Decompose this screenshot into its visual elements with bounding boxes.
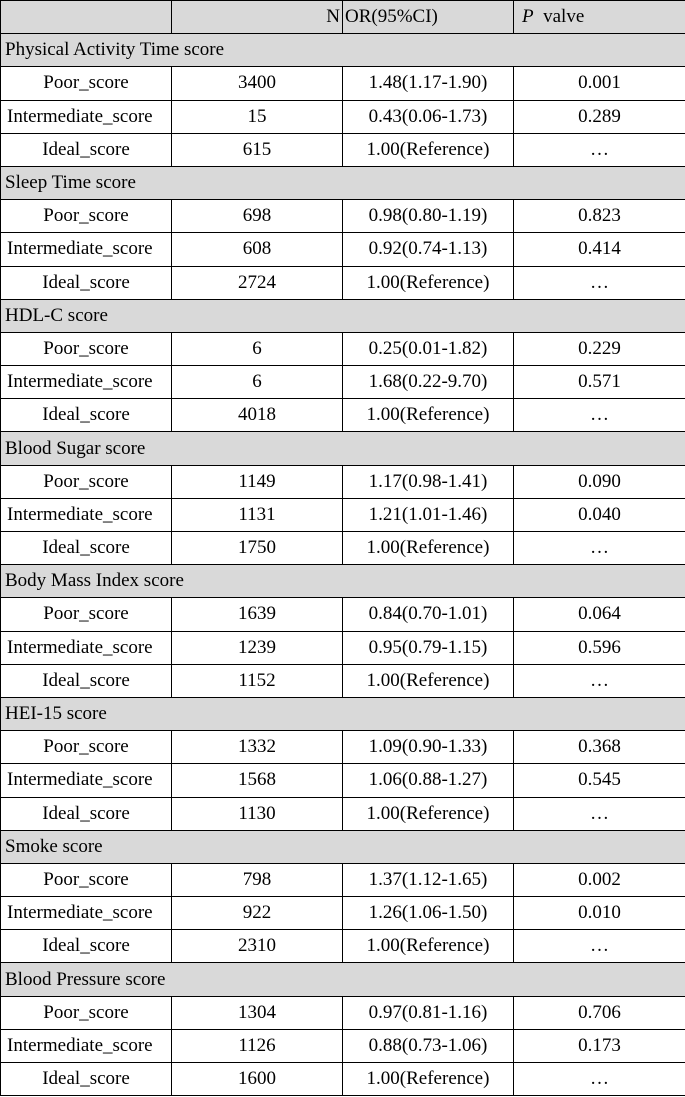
row-n: 1131	[172, 498, 343, 531]
section-header-row	[1, 963, 685, 996]
table-row	[1, 797, 685, 830]
row-or-ci: 1.00(Reference)	[343, 133, 514, 166]
row-n: 698	[172, 200, 343, 233]
row-label: Ideal_score	[1, 266, 172, 299]
row-p-value: 0.229	[514, 332, 685, 365]
row-or-ci: 1.06(0.88-1.27)	[343, 764, 514, 797]
section-header-row	[1, 565, 685, 598]
row-label: Intermediate_score	[1, 764, 172, 797]
header-n: N	[172, 1, 343, 34]
row-label: Intermediate_score	[1, 100, 172, 133]
section-title: Smoke score	[1, 830, 685, 863]
table-row	[1, 133, 685, 166]
table-row	[1, 664, 685, 697]
row-n: 1600	[172, 1063, 343, 1096]
header-label-cell	[1, 1, 172, 34]
row-n: 922	[172, 897, 343, 930]
row-p-value: 0.414	[514, 233, 685, 266]
row-or-ci: 1.00(Reference)	[343, 266, 514, 299]
row-label: Poor_score	[1, 996, 172, 1029]
section-header-row	[1, 830, 685, 863]
row-n: 1568	[172, 764, 343, 797]
row-n: 15	[172, 100, 343, 133]
row-or-ci: 0.92(0.74-1.13)	[343, 233, 514, 266]
table-row	[1, 1029, 685, 1062]
table-row	[1, 332, 685, 365]
table-row	[1, 996, 685, 1029]
row-label: Ideal_score	[1, 1063, 172, 1096]
row-n: 2310	[172, 930, 343, 963]
row-n: 615	[172, 133, 343, 166]
row-n: 2724	[172, 266, 343, 299]
row-p-value: 0.173	[514, 1029, 685, 1062]
row-label: Ideal_score	[1, 797, 172, 830]
table-row	[1, 498, 685, 531]
table-row	[1, 532, 685, 565]
row-label: Intermediate_score	[1, 498, 172, 531]
section-title: HDL-C score	[1, 299, 685, 332]
row-label: Poor_score	[1, 465, 172, 498]
row-label: Ideal_score	[1, 532, 172, 565]
row-label: Intermediate_score	[1, 897, 172, 930]
row-n: 1639	[172, 598, 343, 631]
row-p-value: 0.596	[514, 631, 685, 664]
row-or-ci: 1.68(0.22-9.70)	[343, 366, 514, 399]
row-label: Ideal_score	[1, 133, 172, 166]
row-n: 1239	[172, 631, 343, 664]
table-row	[1, 1063, 685, 1096]
section-header-row	[1, 432, 685, 465]
row-n: 1130	[172, 797, 343, 830]
row-label: Intermediate_score	[1, 233, 172, 266]
row-p-value: 0.545	[514, 764, 685, 797]
row-n: 1152	[172, 664, 343, 697]
row-p-value: 0.090	[514, 465, 685, 498]
table-row	[1, 200, 685, 233]
row-or-ci: 1.00(Reference)	[343, 797, 514, 830]
row-label: Poor_score	[1, 598, 172, 631]
section-header-row	[1, 299, 685, 332]
header-row	[1, 1, 685, 34]
row-n: 6	[172, 366, 343, 399]
row-label: Poor_score	[1, 731, 172, 764]
section-title: HEI-15 score	[1, 697, 685, 730]
row-or-ci: 0.97(0.81-1.16)	[343, 996, 514, 1029]
header-p-value	[514, 1, 685, 34]
row-or-ci: 1.17(0.98-1.41)	[343, 465, 514, 498]
row-or-ci: 1.09(0.90-1.33)	[343, 731, 514, 764]
row-n: 1304	[172, 996, 343, 1029]
section-header-row	[1, 166, 685, 199]
row-or-ci: 1.48(1.17-1.90)	[343, 67, 514, 100]
row-p-value: …	[514, 797, 685, 830]
section-title: Physical Activity Time score	[1, 34, 685, 67]
row-p-value: 0.002	[514, 863, 685, 896]
row-n: 798	[172, 863, 343, 896]
row-or-ci: 0.84(0.70-1.01)	[343, 598, 514, 631]
table-row	[1, 100, 685, 133]
table-row	[1, 930, 685, 963]
row-or-ci: 1.00(Reference)	[343, 532, 514, 565]
row-p-value: …	[514, 930, 685, 963]
row-p-value: 0.040	[514, 498, 685, 531]
row-p-value: 0.706	[514, 996, 685, 1029]
section-header-row	[1, 697, 685, 730]
table-row	[1, 764, 685, 797]
section-title: Blood Pressure score	[1, 963, 685, 996]
row-p-value: 0.368	[514, 731, 685, 764]
table-row	[1, 366, 685, 399]
header-or-ci: OR(95%CI)	[343, 1, 514, 34]
row-p-value: …	[514, 266, 685, 299]
row-label: Ideal_score	[1, 664, 172, 697]
row-label: Poor_score	[1, 332, 172, 365]
row-label: Ideal_score	[1, 399, 172, 432]
row-or-ci: 1.00(Reference)	[343, 399, 514, 432]
table-row	[1, 233, 685, 266]
table-row	[1, 67, 685, 100]
row-n: 608	[172, 233, 343, 266]
row-n: 1750	[172, 532, 343, 565]
table-row	[1, 731, 685, 764]
row-p-value: 0.289	[514, 100, 685, 133]
row-or-ci: 0.43(0.06-1.73)	[343, 100, 514, 133]
table-row	[1, 631, 685, 664]
row-or-ci: 0.25(0.01-1.82)	[343, 332, 514, 365]
table-row	[1, 266, 685, 299]
row-p-value: …	[514, 399, 685, 432]
table-row	[1, 465, 685, 498]
section-header-row	[1, 34, 685, 67]
table-row	[1, 598, 685, 631]
row-p-value: 0.001	[514, 67, 685, 100]
row-n: 1149	[172, 465, 343, 498]
section-title: Sleep Time score	[1, 166, 685, 199]
row-n: 4018	[172, 399, 343, 432]
row-or-ci: 1.00(Reference)	[343, 1063, 514, 1096]
row-p-value: …	[514, 133, 685, 166]
row-p-value: …	[514, 532, 685, 565]
row-or-ci: 0.88(0.73-1.06)	[343, 1029, 514, 1062]
row-label: Ideal_score	[1, 930, 172, 963]
row-label: Intermediate_score	[1, 1029, 172, 1062]
row-label: Poor_score	[1, 67, 172, 100]
row-n: 1126	[172, 1029, 343, 1062]
row-n: 1332	[172, 731, 343, 764]
row-label: Intermediate_score	[1, 366, 172, 399]
row-p-value: …	[514, 1063, 685, 1096]
row-n: 6	[172, 332, 343, 365]
header-p-rest: valve	[533, 6, 585, 28]
row-or-ci: 1.00(Reference)	[343, 930, 514, 963]
row-p-value: 0.571	[514, 366, 685, 399]
row-or-ci: 1.37(1.12-1.65)	[343, 863, 514, 896]
row-or-ci: 0.95(0.79-1.15)	[343, 631, 514, 664]
table-row	[1, 399, 685, 432]
row-or-ci: 1.00(Reference)	[343, 664, 514, 697]
row-p-value: 0.064	[514, 598, 685, 631]
row-label: Poor_score	[1, 200, 172, 233]
row-p-value: 0.823	[514, 200, 685, 233]
row-p-value: 0.010	[514, 897, 685, 930]
table-row	[1, 897, 685, 930]
row-or-ci: 1.26(1.06-1.50)	[343, 897, 514, 930]
row-label: Poor_score	[1, 863, 172, 896]
table-body	[1, 34, 685, 1096]
section-title: Body Mass Index score	[1, 565, 685, 598]
row-p-value: …	[514, 664, 685, 697]
row-n: 3400	[172, 67, 343, 100]
row-or-ci: 1.21(1.01-1.46)	[343, 498, 514, 531]
row-or-ci: 0.98(0.80-1.19)	[343, 200, 514, 233]
header-p-italic: P	[522, 6, 534, 28]
table-row	[1, 863, 685, 896]
row-label: Intermediate_score	[1, 631, 172, 664]
section-title: Blood Sugar score	[1, 432, 685, 465]
